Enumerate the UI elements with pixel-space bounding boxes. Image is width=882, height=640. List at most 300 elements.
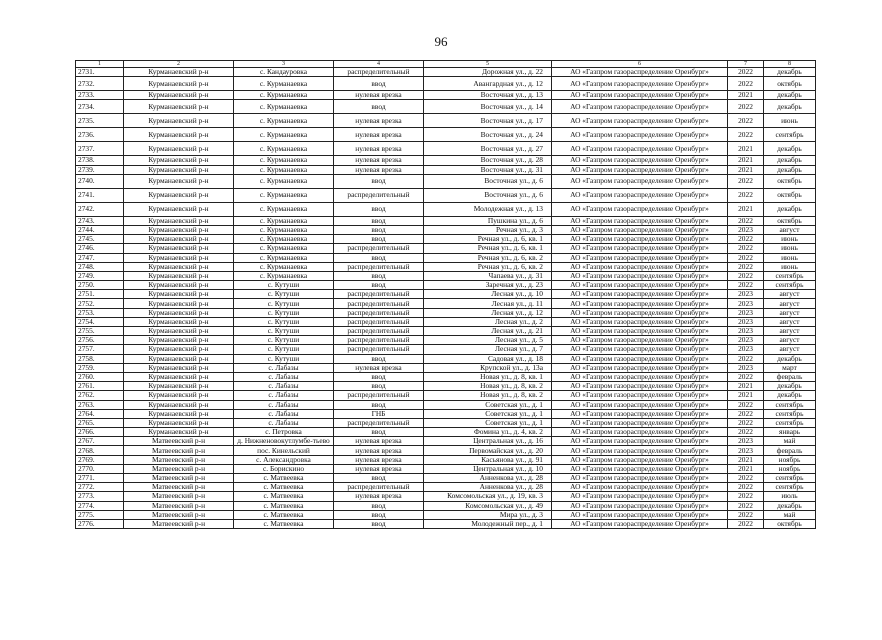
row-number: 2774. [76,501,124,510]
row-number: 2765. [76,418,124,427]
pipeline-type: нулевая врезка [334,128,424,142]
street-address: Заречная ул., д. 23 [424,281,552,290]
table-row [76,446,816,455]
pipeline-type: ГНБ [334,409,424,418]
table-row [76,437,816,446]
street-address: Лесная ул., д. 5 [424,336,552,345]
year: 2022 [728,271,764,280]
year: 2022 [728,372,764,381]
district: Матвеевский р-н [124,474,234,483]
year: 2022 [728,68,764,77]
pipeline-type: распределительный [334,290,424,299]
district: Курманаевский р-н [124,68,234,77]
district: Курманаевский р-н [124,271,234,280]
pipeline-type: распределительный [334,262,424,271]
year: 2022 [728,114,764,128]
month: ноябрь [764,455,816,464]
settlement: с. Курманаевка [234,77,334,91]
organization: АО «Газпром газораспределение Оренбург» [552,262,728,271]
month: август [764,299,816,308]
month: май [764,437,816,446]
settlement: с. Кутуши [234,354,334,363]
street-address: Советская ул., д. 1 [424,409,552,418]
street-address: Речная ул., д. 6, кв. 1 [424,235,552,244]
settlement: с. Матвеевка [234,519,334,528]
year: 2022 [728,77,764,91]
settlement: с. Кандауровка [234,68,334,77]
organization: АО «Газпром газораспределение Оренбург» [552,281,728,290]
column-number-header: 8 [764,61,816,68]
district: Матвеевский р-н [124,483,234,492]
year: 2022 [728,428,764,437]
street-address: Речная ул., д. 3 [424,225,552,234]
settlement: с. Курманаевка [234,165,334,174]
table-row [76,510,816,519]
table-row [76,188,816,202]
year: 2023 [728,299,764,308]
row-number: 2771. [76,474,124,483]
organization: АО «Газпром газораспределение Оренбург» [552,428,728,437]
table-row [76,128,816,142]
month: май [764,510,816,519]
row-number: 2746. [76,244,124,253]
pipeline-type: ввод [334,235,424,244]
organization: АО «Газпром газораспределение Оренбург» [552,308,728,317]
month: август [764,327,816,336]
row-number: 2739. [76,165,124,174]
pipeline-type: ввод [334,225,424,234]
table-row [76,327,816,336]
table-row [76,235,816,244]
row-number: 2750. [76,281,124,290]
organization: АО «Газпром газораспределение Оренбург» [552,391,728,400]
table-row [76,156,816,165]
row-number: 2744. [76,225,124,234]
district: Курманаевский р-н [124,235,234,244]
table-row [76,271,816,280]
pipeline-type: ввод [334,253,424,262]
year: 2022 [728,354,764,363]
organization: АО «Газпром газораспределение Оренбург» [552,336,728,345]
year: 2022 [728,510,764,519]
pipeline-type: нулевая врезка [334,437,424,446]
month: ноябрь [764,464,816,473]
table-row [76,244,816,253]
organization: АО «Газпром газораспределение Оренбург» [552,455,728,464]
month: сентябрь [764,400,816,409]
district: Курманаевский р-н [124,188,234,202]
table-row [76,216,816,225]
district: Курманаевский р-н [124,202,234,216]
month: март [764,363,816,372]
row-number: 2758. [76,354,124,363]
year: 2021 [728,165,764,174]
district: Курманаевский р-н [124,100,234,114]
row-number: 2761. [76,382,124,391]
table-row [76,474,816,483]
district: Курманаевский р-н [124,428,234,437]
month: декабрь [764,142,816,156]
pipeline-type: ввод [334,77,424,91]
row-number: 2747. [76,253,124,262]
street-address: Лесная ул., д. 11 [424,299,552,308]
settlement: с. Курманаевка [234,262,334,271]
organization: АО «Газпром газораспределение Оренбург» [552,464,728,473]
year: 2021 [728,142,764,156]
pipeline-type: распределительный [334,418,424,427]
organization: АО «Газпром газораспределение Оренбург» [552,437,728,446]
pipeline-type: распределительный [334,308,424,317]
settlement: с. Кутуши [234,336,334,345]
district: Курманаевский р-н [124,114,234,128]
organization: АО «Газпром газораспределение Оренбург» [552,114,728,128]
month: январь [764,428,816,437]
street-address: Восточная ул., д. 14 [424,100,552,114]
street-address: Лесная ул., д. 10 [424,290,552,299]
street-address: Речная ул., д. 6, кв. 2 [424,262,552,271]
pipeline-type: распределительный [334,317,424,326]
organization: АО «Газпром газораспределение Оренбург» [552,165,728,174]
month: сентябрь [764,483,816,492]
organization: АО «Газпром газораспределение Оренбург» [552,202,728,216]
street-address: Восточная ул., д. 13 [424,91,552,100]
pipeline-type: ввод [334,382,424,391]
pipeline-type: распределительный [334,299,424,308]
settlement: с. Кутуши [234,281,334,290]
district: Курманаевский р-н [124,409,234,418]
month: август [764,225,816,234]
district: Курманаевский р-н [124,327,234,336]
settlement: с. Борискино [234,464,334,473]
street-address: Крупской ул., д. 13а [424,363,552,372]
row-number: 2742. [76,202,124,216]
pipeline-type: нулевая врезка [334,114,424,128]
month: декабрь [764,382,816,391]
settlement: с. Матвеевка [234,492,334,501]
organization: АО «Газпром газораспределение Оренбург» [552,483,728,492]
settlement: с. Курманаевка [234,142,334,156]
row-number: 2757. [76,345,124,354]
month: сентябрь [764,409,816,418]
settlement: с. Кутуши [234,345,334,354]
settlement: с. Лабазы [234,409,334,418]
pipeline-type: нулевая врезка [334,464,424,473]
year: 2023 [728,437,764,446]
district: Курманаевский р-н [124,391,234,400]
street-address: Восточная ул., д. 28 [424,156,552,165]
row-number: 2769. [76,455,124,464]
row-number: 2736. [76,128,124,142]
settlement: с. Александровка [234,455,334,464]
pipeline-type: нулевая врезка [334,91,424,100]
column-number-header: 6 [552,61,728,68]
pipeline-type: распределительный [334,244,424,253]
organization: АО «Газпром газораспределение Оренбург» [552,290,728,299]
district: Матвеевский р-н [124,519,234,528]
settlement: с. Кутуши [234,308,334,317]
settlement: с. Курманаевка [234,188,334,202]
month: июнь [764,244,816,253]
table-row [76,290,816,299]
month: июнь [764,235,816,244]
column-number-header: 5 [424,61,552,68]
street-address: Фомина ул., д. 4, кв. 2 [424,428,552,437]
table-row [76,77,816,91]
district: Курманаевский р-н [124,77,234,91]
month: февраль [764,372,816,381]
district: Курманаевский р-н [124,299,234,308]
district: Курманаевский р-н [124,363,234,372]
district: Матвеевский р-н [124,501,234,510]
row-number: 2775. [76,510,124,519]
row-number: 2753. [76,308,124,317]
year: 2021 [728,91,764,100]
settlement: с. Кутуши [234,299,334,308]
organization: АО «Газпром газораспределение Оренбург» [552,317,728,326]
pipeline-type: распределительный [334,391,424,400]
pipeline-type: ввод [334,372,424,381]
month: июнь [764,114,816,128]
pipeline-type: ввод [334,174,424,188]
district: Курманаевский р-н [124,262,234,271]
district: Курманаевский р-н [124,400,234,409]
organization: АО «Газпром газораспределение Оренбург» [552,142,728,156]
year: 2022 [728,409,764,418]
row-number: 2737. [76,142,124,156]
street-address: Пушкина ул., д. 6 [424,216,552,225]
table-row [76,91,816,100]
settlement: с. Матвеевка [234,501,334,510]
street-address: Центральная ул., д. 10 [424,464,552,473]
street-address: Молодежный пер., д. 1 [424,519,552,528]
table-row [76,299,816,308]
month: декабрь [764,165,816,174]
street-address: Речная ул., д. 6, кв. 1 [424,244,552,253]
organization: АО «Газпром газораспределение Оренбург» [552,100,728,114]
year: 2022 [728,128,764,142]
row-number: 2743. [76,216,124,225]
organization: АО «Газпром газораспределение Оренбург» [552,400,728,409]
row-number: 2734. [76,100,124,114]
row-number: 2741. [76,188,124,202]
year: 2022 [728,281,764,290]
month: декабрь [764,391,816,400]
settlement: с. Курманаевка [234,253,334,262]
settlement: с. Курманаевка [234,216,334,225]
street-address: Дорожная ул., д. 22 [424,68,552,77]
year: 2022 [728,216,764,225]
street-address: Советская ул., д. 1 [424,400,552,409]
row-number: 2752. [76,299,124,308]
row-number: 2748. [76,262,124,271]
street-address: Восточная ул., д. 6 [424,188,552,202]
table-row [76,391,816,400]
organization: АО «Газпром газораспределение Оренбург» [552,492,728,501]
year: 2023 [728,345,764,354]
settlement: с. Курманаевка [234,174,334,188]
settlement: с. Кутуши [234,290,334,299]
organization: АО «Газпром газораспределение Оренбург» [552,68,728,77]
row-number: 2749. [76,271,124,280]
row-number: 2738. [76,156,124,165]
year: 2022 [728,501,764,510]
year: 2021 [728,156,764,165]
district: Курманаевский р-н [124,225,234,234]
organization: АО «Газпром газораспределение Оренбург» [552,216,728,225]
table-row [76,455,816,464]
table-row [76,317,816,326]
year: 2022 [728,188,764,202]
table-row [76,345,816,354]
row-number: 2770. [76,464,124,473]
district: Матвеевский р-н [124,437,234,446]
month: август [764,317,816,326]
column-number-header-row [76,61,816,68]
column-number-header: 3 [234,61,334,68]
month: октябрь [764,519,816,528]
year: 2023 [728,290,764,299]
street-address: Восточная ул., д. 17 [424,114,552,128]
column-number-header: 7 [728,61,764,68]
district: Курманаевский р-н [124,281,234,290]
district: Курманаевский р-н [124,317,234,326]
year: 2023 [728,308,764,317]
pipeline-type: ввод [334,474,424,483]
page-number: 96 [434,34,448,49]
street-address: Авангардная ул., д. 12 [424,77,552,91]
month: август [764,290,816,299]
settlement: с. Курманаевка [234,128,334,142]
settlement: с. Матвеевка [234,474,334,483]
row-number: 2763. [76,400,124,409]
pipeline-type: ввод [334,281,424,290]
settlement: с. Курманаевка [234,100,334,114]
table-row [76,382,816,391]
district: Курманаевский р-н [124,142,234,156]
district: Курманаевский р-н [124,253,234,262]
row-number: 2754. [76,317,124,326]
street-address: Анненкова ул., д. 28 [424,483,552,492]
table-row [76,418,816,427]
street-address: Лесная ул., д. 2 [424,317,552,326]
street-address: Анненкова ул., д. 28 [424,474,552,483]
row-number: 2733. [76,91,124,100]
row-number: 2768. [76,446,124,455]
settlement: д. Нижненовокутлумбе-тьево [234,437,334,446]
settlement: с. Курманаевка [234,271,334,280]
month: декабрь [764,68,816,77]
table-row [76,253,816,262]
settlement: с. Курманаевка [234,202,334,216]
organization: АО «Газпром газораспределение Оренбург» [552,128,728,142]
district: Курманаевский р-н [124,418,234,427]
organization: АО «Газпром газораспределение Оренбург» [552,372,728,381]
district: Матвеевский р-н [124,492,234,501]
month: июнь [764,253,816,262]
street-address: Касьянова ул., д. 91 [424,455,552,464]
district: Курманаевский р-н [124,91,234,100]
organization: АО «Газпром газораспределение Оренбург» [552,299,728,308]
district: Матвеевский р-н [124,455,234,464]
month: декабрь [764,202,816,216]
street-address: Садовая ул., д. 18 [424,354,552,363]
month: сентябрь [764,271,816,280]
year: 2021 [728,464,764,473]
pipeline-type: нулевая врезка [334,492,424,501]
table-row [76,363,816,372]
year: 2023 [728,317,764,326]
settlement: с. Курманаевка [234,244,334,253]
organization: АО «Газпром газораспределение Оренбург» [552,474,728,483]
pipeline-type: ввод [334,501,424,510]
settlement: с. Матвеевка [234,483,334,492]
street-address: Восточная ул., д. 24 [424,128,552,142]
street-address: Восточная ул., д. 31 [424,165,552,174]
table-row [76,225,816,234]
district: Курманаевский р-н [124,336,234,345]
month: февраль [764,446,816,455]
pipeline-type: распределительный [334,68,424,77]
settlement: с. Лабазы [234,400,334,409]
pipeline-type: ввод [334,428,424,437]
organization: АО «Газпром газораспределение Оренбург» [552,501,728,510]
row-number: 2762. [76,391,124,400]
street-address: Центральная ул., д. 16 [424,437,552,446]
month: сентябрь [764,418,816,427]
pipeline-type: ввод [334,400,424,409]
street-address: Советская ул., д. 1 [424,418,552,427]
settlement: с. Лабазы [234,372,334,381]
pipeline-type: ввод [334,510,424,519]
row-number: 2773. [76,492,124,501]
month: октябрь [764,77,816,91]
year: 2022 [728,400,764,409]
table-row [76,202,816,216]
row-number: 2767. [76,437,124,446]
organization: АО «Газпром газораспределение Оренбург» [552,271,728,280]
month: октябрь [764,216,816,225]
month: август [764,336,816,345]
year: 2022 [728,244,764,253]
settlement: с. Курманаевка [234,156,334,165]
street-address: Лесная ул., д. 21 [424,327,552,336]
row-number: 2755. [76,327,124,336]
district: Курманаевский р-н [124,244,234,253]
table-row [76,483,816,492]
street-address: Комсомольская ул., д. 49 [424,501,552,510]
settlement: с. Курманаевка [234,235,334,244]
table-row [76,100,816,114]
pipeline-type: нулевая врезка [334,446,424,455]
organization: АО «Газпром газораспределение Оренбург» [552,327,728,336]
year: 2022 [728,492,764,501]
district: Курманаевский р-н [124,382,234,391]
column-number-header: 2 [124,61,234,68]
organization: АО «Газпром газораспределение Оренбург» [552,235,728,244]
district: Матвеевский р-н [124,446,234,455]
pipeline-type: распределительный [334,188,424,202]
pipeline-type: нулевая врезка [334,455,424,464]
table-row [76,142,816,156]
table-row [76,308,816,317]
settlement: с. Кутуши [234,317,334,326]
pipeline-type: распределительный [334,327,424,336]
table-row [76,372,816,381]
pipeline-type: распределительный [334,483,424,492]
district: Матвеевский р-н [124,510,234,519]
organization: АО «Газпром газораспределение Оренбург» [552,382,728,391]
district: Матвеевский р-н [124,464,234,473]
